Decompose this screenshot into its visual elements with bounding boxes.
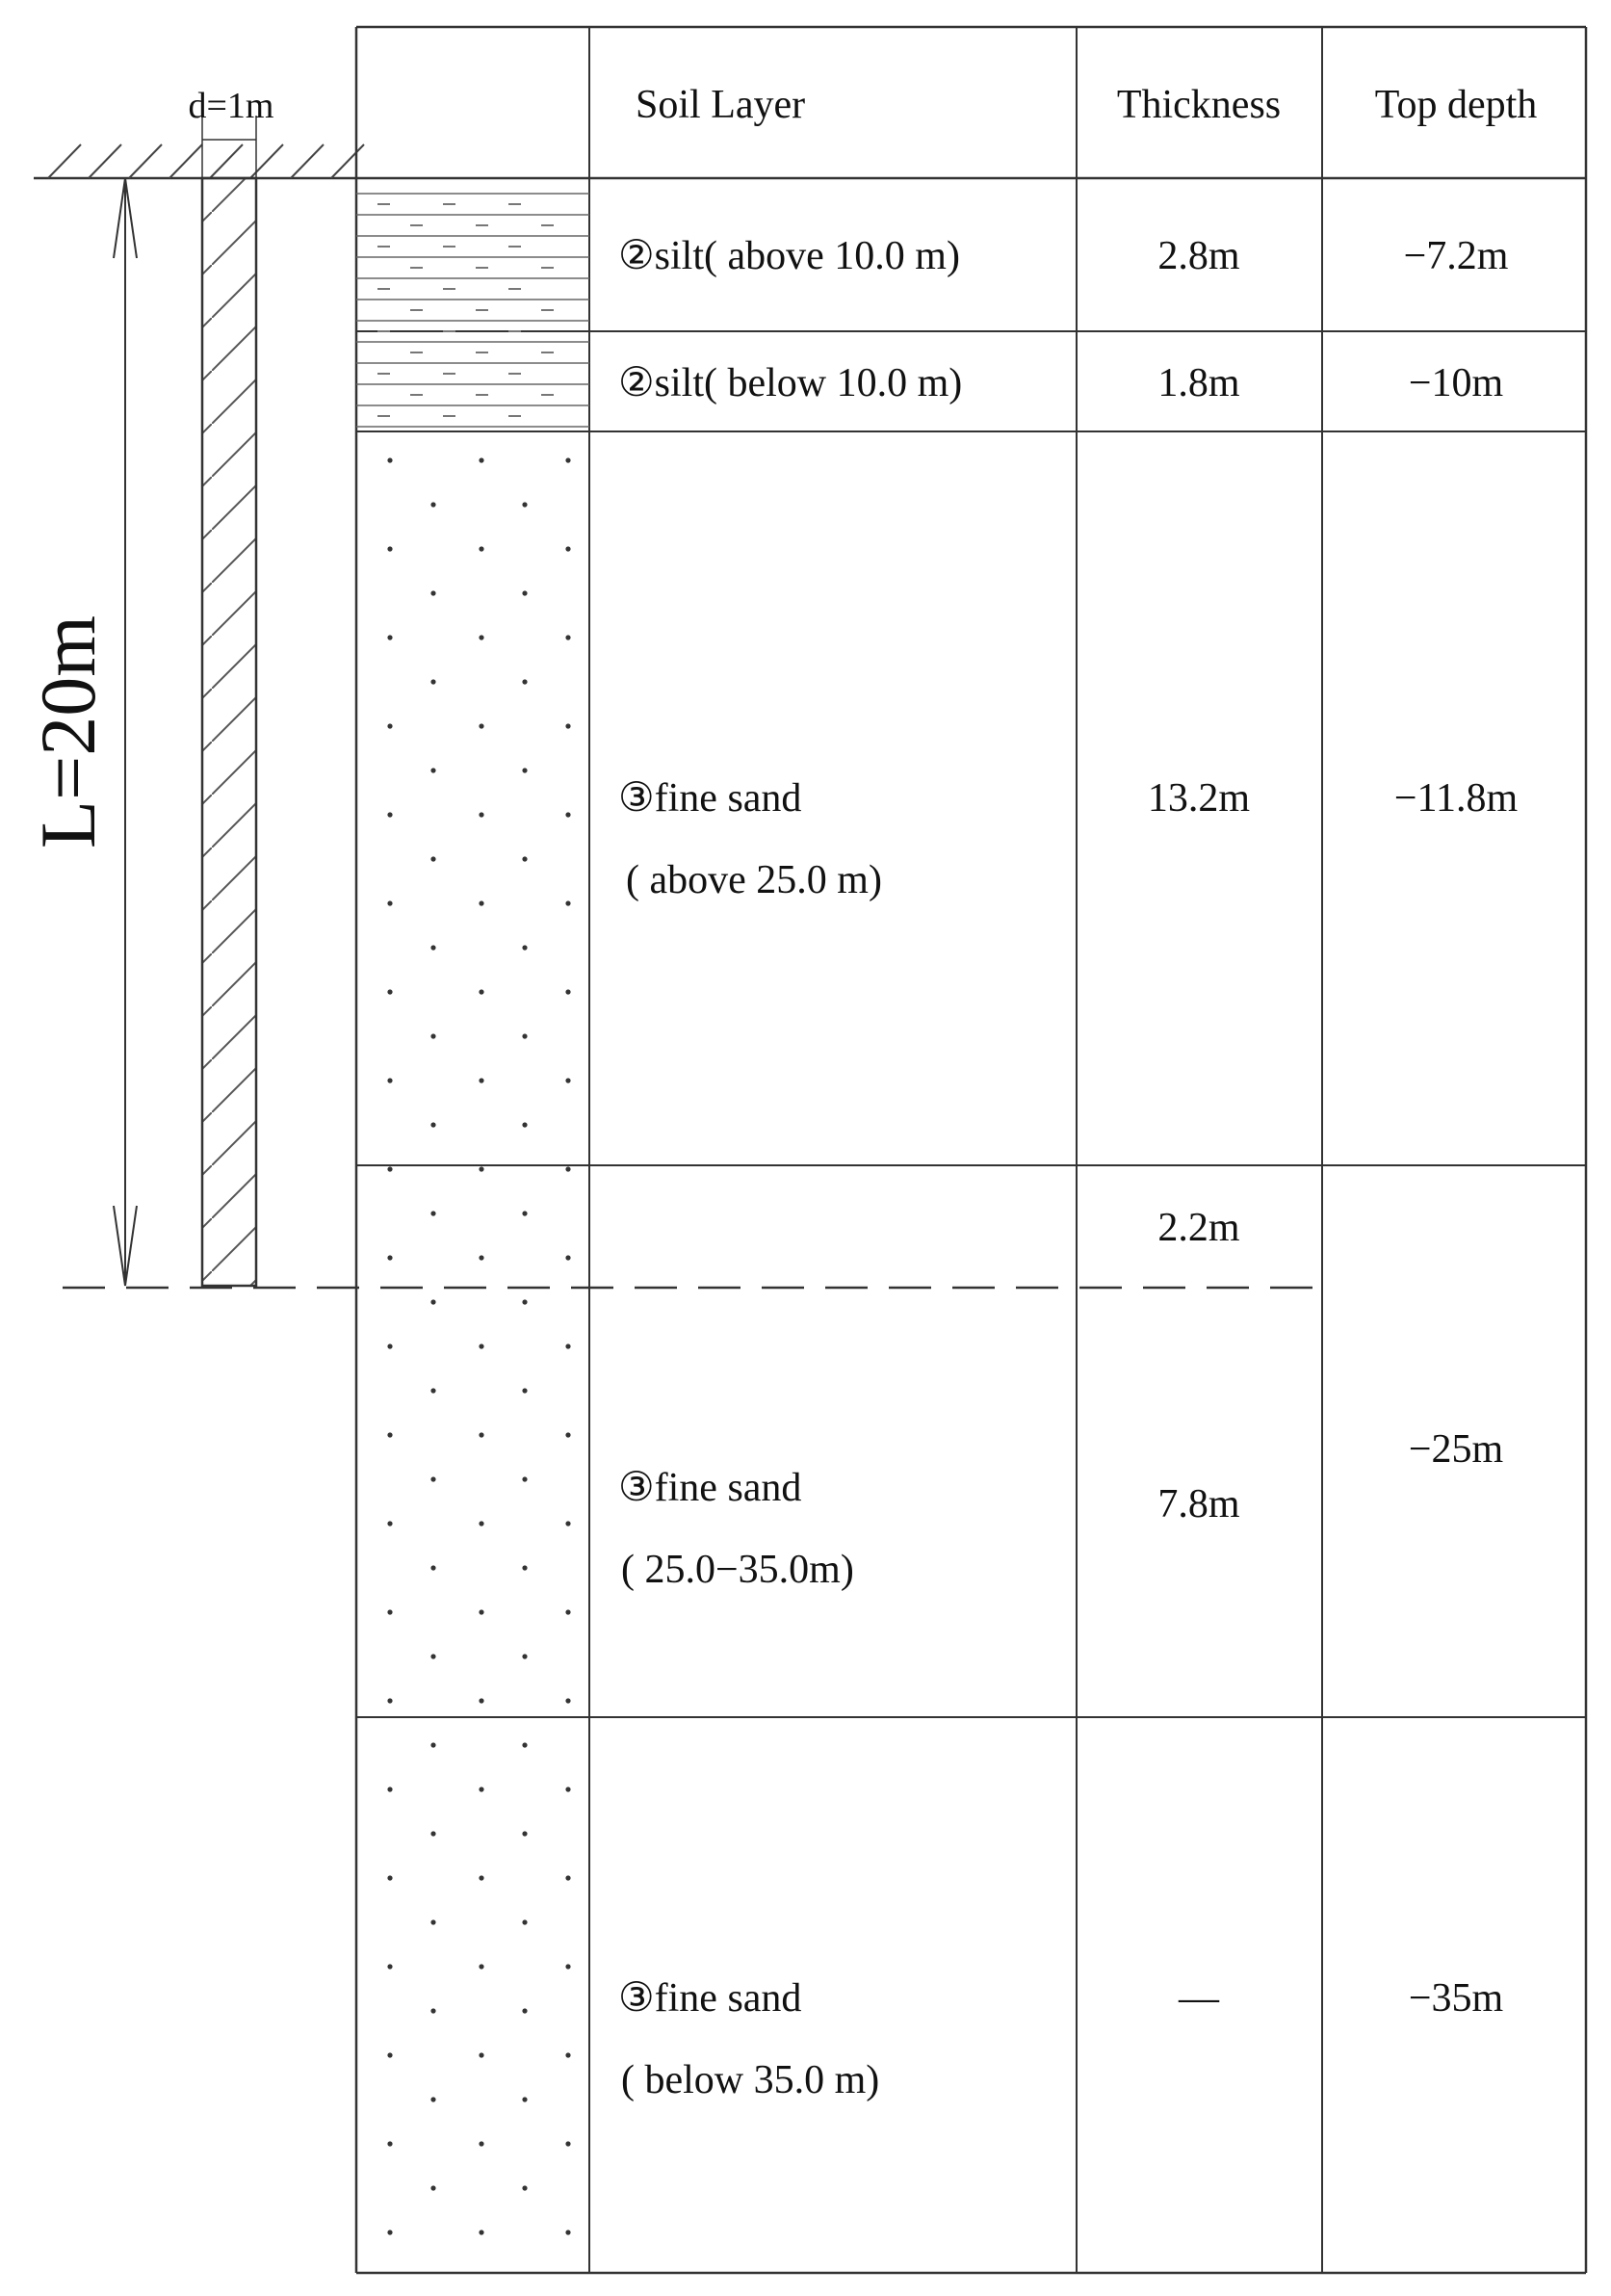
header-thickness: Thickness	[1116, 83, 1282, 127]
layer-name: ②silt( above 10.0 m)	[618, 234, 960, 278]
sand-dot	[430, 2185, 435, 2190]
ground-tick	[129, 144, 162, 178]
sand-dot	[522, 1211, 527, 1215]
table-row	[1157, 1206, 1240, 1250]
sand-dot	[522, 1388, 527, 1393]
table-row	[618, 361, 1504, 405]
sand-dot	[522, 945, 527, 950]
sand-dot	[430, 1299, 435, 1304]
layer-name: ③fine sand	[618, 1466, 802, 1510]
sand-dot	[565, 812, 570, 817]
table-row	[618, 234, 1509, 278]
sand-dot	[430, 679, 435, 684]
sand-dot	[430, 1211, 435, 1215]
sand-dot	[565, 546, 570, 551]
sand-dot	[430, 502, 435, 507]
sand-dot	[565, 1521, 570, 1526]
layer-name-detail: ( 25.0−35.0m)	[621, 1548, 854, 1592]
sand-dot	[565, 723, 570, 728]
sand-dot	[522, 1299, 527, 1304]
sand-dot	[387, 1787, 392, 1791]
sand-dot	[430, 1831, 435, 1836]
sand-dot	[522, 1742, 527, 1747]
sand-dot	[430, 1388, 435, 1393]
layer-top-depth: −7.2m	[1403, 234, 1509, 278]
sand-dot	[387, 2230, 392, 2234]
pile-diameter-label: d=1m	[188, 86, 274, 126]
table-header	[636, 83, 1537, 127]
table-row	[618, 776, 1518, 902]
layer-top-depth: −11.8m	[1393, 776, 1519, 821]
pile-length-label: L=20m	[24, 614, 112, 849]
pile	[189, 86, 274, 1286]
ground-tick	[210, 144, 243, 178]
sand-dot	[565, 1432, 570, 1437]
sand-dot	[430, 856, 435, 861]
sand-dot	[479, 1255, 483, 1260]
sand-dot	[565, 1698, 570, 1703]
sand-dot	[387, 723, 392, 728]
sand-dot	[430, 1742, 435, 1747]
layer-name: ③fine sand	[618, 776, 802, 821]
sand-dot	[387, 812, 392, 817]
sand-dot	[522, 768, 527, 772]
sand-dot	[387, 1078, 392, 1083]
sand-dot	[522, 1919, 527, 1924]
sand-dot	[565, 1609, 570, 1614]
sand-dot	[479, 1609, 483, 1614]
sand-dot	[387, 989, 392, 994]
layer-thickness: —	[1179, 1976, 1219, 2021]
sand-dot	[565, 1964, 570, 1969]
sand-dot	[387, 2052, 392, 2057]
sand-dot	[430, 1033, 435, 1038]
sand-dot	[565, 1875, 570, 1880]
sand-dot	[387, 1875, 392, 1880]
layer-name-detail: ( above 25.0 m)	[626, 858, 882, 902]
sand-dot	[387, 900, 392, 905]
sand-dot	[479, 2141, 483, 2146]
layer-top-depth: −35m	[1408, 1976, 1504, 2021]
sand-dot	[522, 1831, 527, 1836]
table-row	[618, 1427, 1504, 1592]
sand-dot	[479, 1698, 483, 1703]
layer-name-detail: ( below 35.0 m)	[621, 2058, 880, 2102]
sand-dot	[387, 457, 392, 462]
layer-name: ②silt( below 10.0 m)	[618, 361, 963, 405]
ground-hatch-ticks	[48, 144, 364, 178]
table-row	[618, 1976, 1504, 2102]
sand-dot	[565, 900, 570, 905]
sand-dot	[479, 723, 483, 728]
sand-dot	[430, 1565, 435, 1570]
sand-dot	[522, 502, 527, 507]
ground-tick	[48, 144, 81, 178]
sand-dot	[479, 635, 483, 639]
sand-dot	[522, 1122, 527, 1127]
sand-dot	[387, 1521, 392, 1526]
sand-dot	[387, 1166, 392, 1171]
sand-dot	[522, 1654, 527, 1658]
sand-dot	[479, 1875, 483, 1880]
sand-dot	[522, 2008, 527, 2013]
sand-dot	[430, 590, 435, 595]
sand-dot	[387, 1255, 392, 1260]
sand-dot	[479, 1964, 483, 1969]
sand-dot	[522, 1476, 527, 1481]
sand-dot	[479, 2052, 483, 2057]
sand-dot	[522, 2185, 527, 2190]
sand-dot	[522, 1033, 527, 1038]
sand-dot	[387, 1344, 392, 1348]
sand-dot	[479, 457, 483, 462]
sand-dot	[522, 679, 527, 684]
sand-dot	[565, 1787, 570, 1791]
ground-tick	[331, 144, 364, 178]
sand-dot	[522, 1565, 527, 1570]
ground-tick	[89, 144, 121, 178]
layer-thickness: 1.8m	[1157, 361, 1240, 405]
sand-dot	[430, 768, 435, 772]
pile-body	[202, 178, 256, 1286]
layer-top-depth: −25m	[1408, 1427, 1504, 1472]
pile-length-dimension	[24, 178, 137, 1286]
sand-dot	[387, 1609, 392, 1614]
sand-dot	[565, 1344, 570, 1348]
layer-thickness: 2.2m	[1157, 1206, 1240, 1250]
sand-dot	[479, 1166, 483, 1171]
sand-dot	[479, 1344, 483, 1348]
sand-dot	[479, 1787, 483, 1791]
sand-dot	[565, 1255, 570, 1260]
layer-thickness: 7.8m	[1157, 1482, 1240, 1526]
sand-dot	[522, 2097, 527, 2101]
ground-tick	[169, 144, 202, 178]
layer-name: ③fine sand	[618, 1976, 802, 2021]
sand-dot	[430, 1919, 435, 1924]
sand-dot	[565, 1078, 570, 1083]
layer-top-depth: −10m	[1408, 361, 1504, 405]
sand-dot	[565, 989, 570, 994]
sand-dot	[430, 1476, 435, 1481]
ground-tick	[250, 144, 283, 178]
header-top-depth: Top depth	[1374, 83, 1538, 127]
sand-dot	[479, 546, 483, 551]
sand-layer-pattern	[387, 457, 570, 2234]
ground-surface	[34, 144, 364, 178]
sand-dot	[479, 989, 483, 994]
sand-dot	[387, 1432, 392, 1437]
layer-thickness: 2.8m	[1157, 234, 1240, 278]
sand-dot	[565, 2141, 570, 2146]
sand-dot	[430, 2008, 435, 2013]
header-soil-layer: Soil Layer	[636, 83, 806, 127]
sand-dot	[387, 1698, 392, 1703]
sand-dot	[430, 945, 435, 950]
sand-dot	[479, 1432, 483, 1437]
sand-dot	[479, 900, 483, 905]
layer-thickness: 13.2m	[1147, 776, 1251, 821]
sand-dot	[565, 1166, 570, 1171]
sand-dot	[479, 812, 483, 817]
sand-dot	[387, 2141, 392, 2146]
sand-dot	[479, 1521, 483, 1526]
sand-dot	[387, 1964, 392, 1969]
sand-dot	[430, 1122, 435, 1127]
sand-dot	[565, 635, 570, 639]
sand-dot	[565, 2052, 570, 2057]
ground-tick	[291, 144, 324, 178]
silt-layer-pattern	[356, 194, 589, 427]
sand-dot	[479, 1078, 483, 1083]
sand-dot	[522, 590, 527, 595]
sand-dot	[522, 856, 527, 861]
sand-dot	[387, 635, 392, 639]
sand-dot	[430, 2097, 435, 2101]
sand-dot	[479, 2230, 483, 2234]
sand-dot	[430, 1654, 435, 1658]
sand-dot	[565, 2230, 570, 2234]
sand-dot	[387, 546, 392, 551]
sand-dot	[565, 457, 570, 462]
